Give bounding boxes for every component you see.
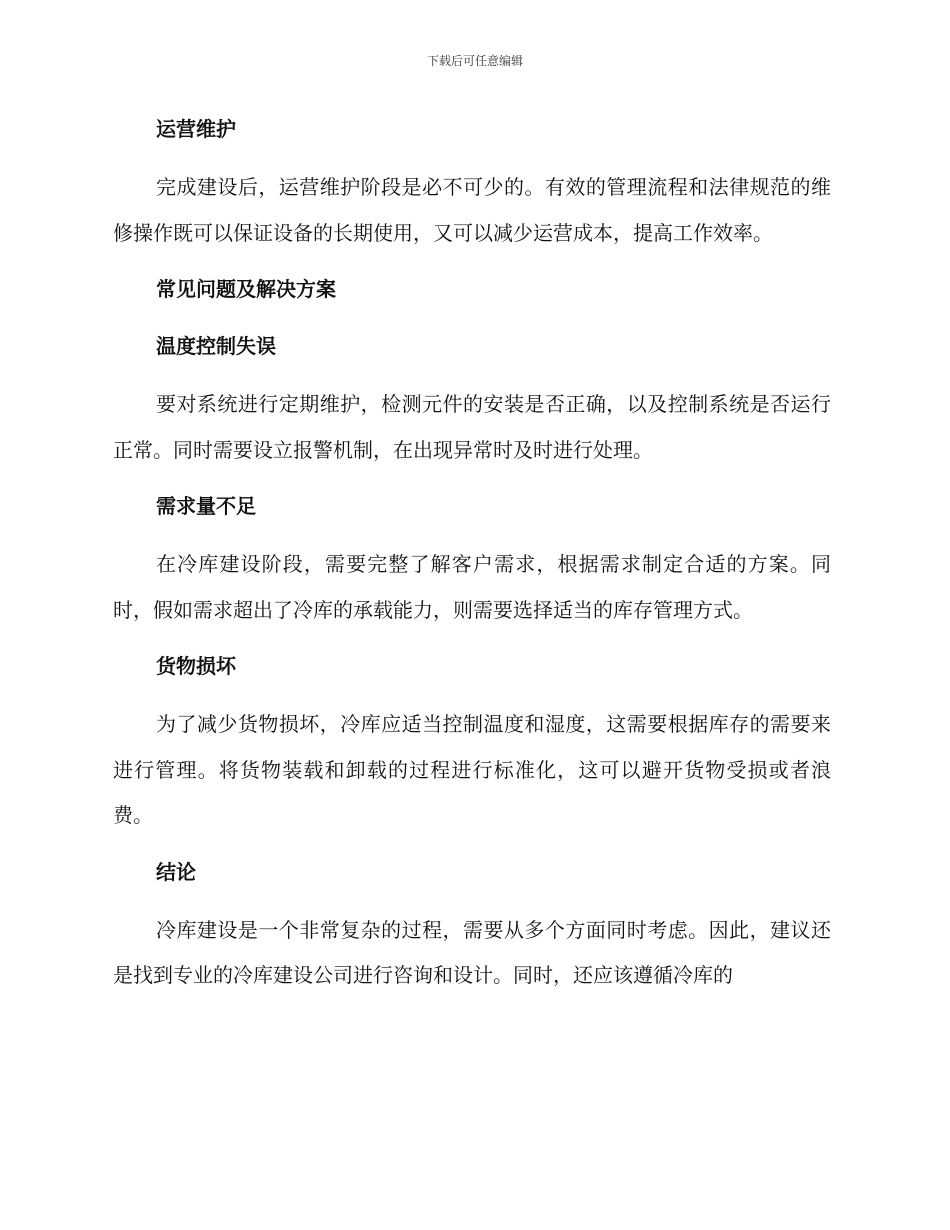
paragraph-temperature: 要对系统进行定期维护，检测元件的安装是否正确，以及控制系统是否运行正常。同时需要设立报警机制，在出现异常时及时进行处理。 — [113, 392, 831, 462]
document-body — [113, 108, 831, 1011]
paragraph-operation: 完成建设后，运营维护阶段是必不可少的。有效的管理流程和法律规范的维修操作既可以保证设备的长期使用，又可以减少运营成本，提高工作效率。 — [113, 175, 831, 245]
section-heading-temperature: 温度控制失误 — [156, 334, 276, 358]
paragraph-demand: 在冷库建设阶段，需要完整了解客户需求，根据需求制定合适的方案。同时，假如需求超出了冷库的承载能力，则需要选择适当的库存管理方式。 — [113, 552, 831, 622]
section-heading-demand: 需求量不足 — [156, 494, 256, 518]
section-heading-operation: 运营维护 — [156, 117, 236, 141]
paragraph-conclusion: 冷库建设是一个非常复杂的过程，需要从多个方面同时考虑。因此，建议还是找到专业的冷库建设公司进行咨询和设计。同时，还应该遵循冷库的 — [113, 917, 831, 987]
section-heading-damage: 货物损坏 — [156, 654, 236, 678]
page-header: 下载后可任意编辑 — [426, 54, 523, 68]
section-heading-common-issues: 常见问题及解决方案 — [156, 277, 336, 301]
section-heading-conclusion: 结论 — [156, 859, 196, 884]
paragraph-damage: 为了减少货物损坏，冷库应适当控制温度和湿度，这需要根据库存的需要来进行管理。将货物装载和卸载的过程进行标准化，这可以避开货物受损或者浪费。 — [113, 712, 831, 827]
